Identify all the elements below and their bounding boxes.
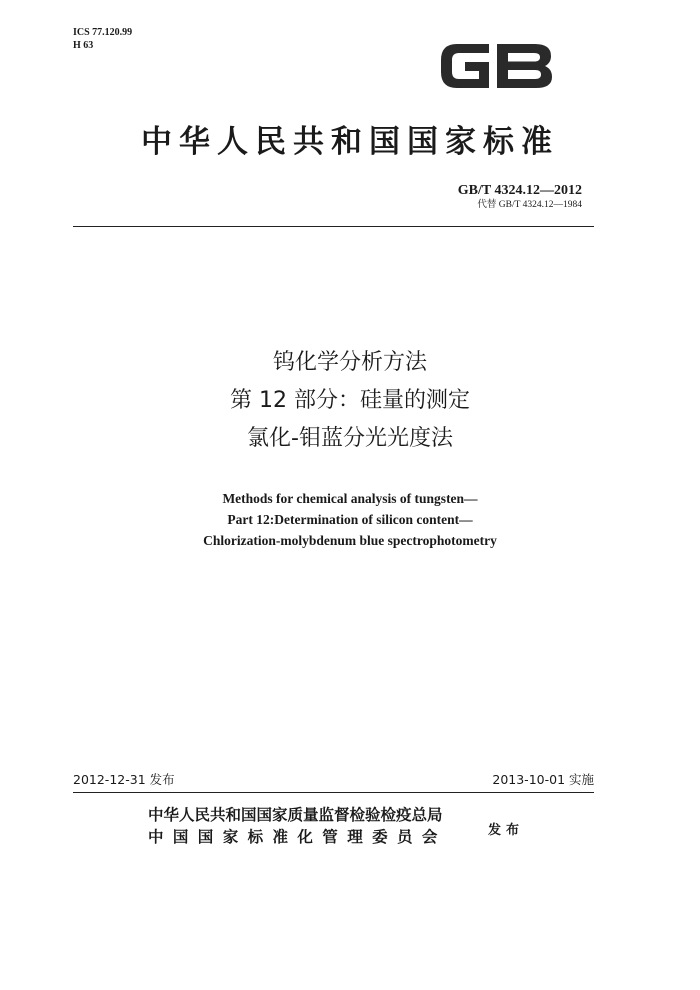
chinese-title-line-1: 钨化学分析方法: [272, 350, 427, 375]
top-divider: [73, 226, 594, 227]
replaces-number: 代替 GB/T 4324.12—1984: [477, 200, 582, 210]
ics-code: ICS 77.120.99: [73, 27, 133, 38]
chinese-title: [0, 344, 700, 458]
issuer-aqsiq: 中华人民共和国国家质量监督检验检疫总局: [148, 805, 443, 824]
standard-number-block: [458, 183, 582, 212]
classification-codes: [73, 26, 132, 52]
english-title: [0, 488, 700, 551]
english-title-line-2: Part 12:Determination of silicon content—: [227, 512, 473, 527]
implementation-date: 2013-10-01 实施: [492, 772, 594, 787]
english-title-line-1: Methods for chemical analysis of tungsten—: [222, 491, 478, 506]
national-standard-title: 中华人民共和国国家标准: [141, 124, 559, 160]
chinese-title-line-2: 第 12 部分：硅量的测定: [230, 388, 470, 413]
issue-date: 2012-12-31 发布: [73, 772, 175, 787]
issuing-organizations: [148, 804, 447, 848]
english-title-line-3: Chlorization-molybdenum blue spectrophotometry: [203, 533, 497, 548]
issuer-sac: 中国国家标准化管理委员会: [148, 827, 447, 846]
chinese-title-line-3: 氯化-钼蓝分光光度法: [247, 426, 453, 451]
gb-logo-mark: [441, 44, 552, 88]
ccs-code: H 63: [73, 40, 94, 51]
standard-number: GB/T 4324.12—2012: [457, 183, 582, 198]
publish-label: 发布: [488, 823, 525, 838]
gb-logo: [437, 40, 557, 92]
bottom-divider: [73, 792, 594, 793]
